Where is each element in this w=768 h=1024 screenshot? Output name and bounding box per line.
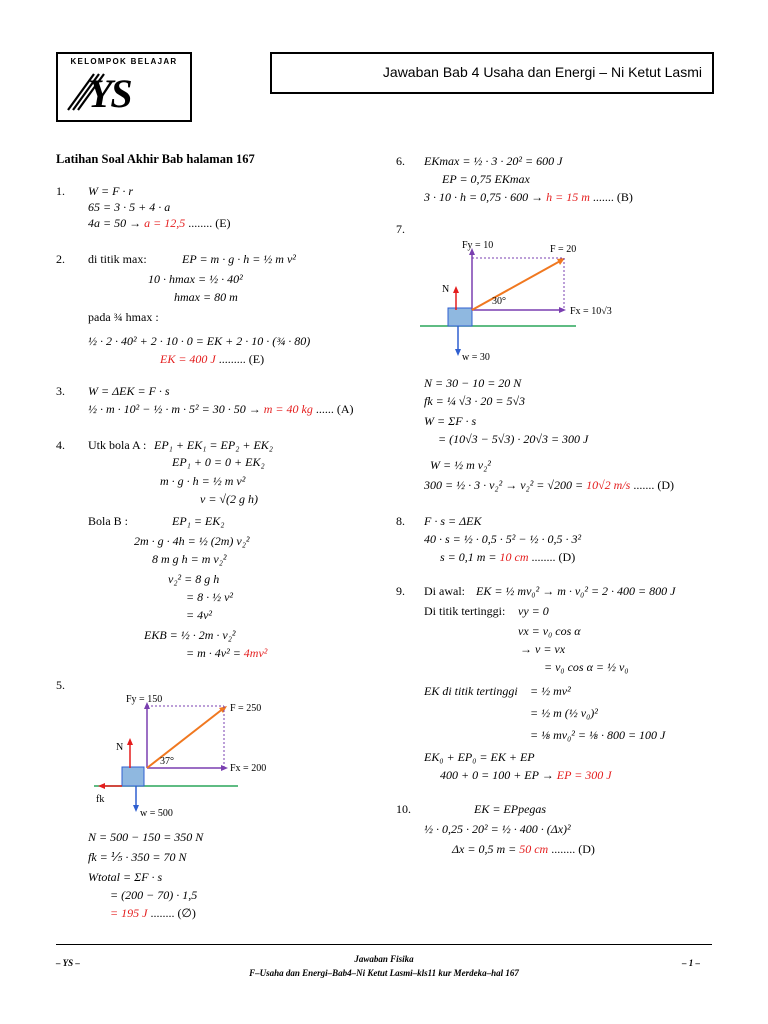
q9-line7: = ½ m (½ v₀)² [530, 706, 598, 720]
q5-angle-label: 37° [160, 756, 174, 767]
q4-number: 4. [56, 438, 65, 452]
q7-angle-label: 30° [492, 296, 506, 307]
q3-line1: W = ΔEK = F · s [88, 384, 170, 398]
section-heading: Latihan Soal Akhir Bab halaman 167 [56, 152, 255, 166]
w-arrowhead-icon [133, 805, 139, 812]
q9-line9: EK₀ + EP₀ = EK + EP [424, 750, 535, 764]
q2-line2: 10 · hmax = ½ · 40² [148, 272, 243, 286]
title-box [270, 52, 714, 94]
q5-force-diagram [86, 690, 267, 820]
page-title: Jawaban Bab 4 Usaha dan Energi – Ni Ketut Lasmi [382, 64, 702, 80]
footer-title: Jawaban Fisika [354, 954, 414, 964]
q9-line1: EK = ½ mv₀² → m · v₀² = 2 · 400 = 800 J [476, 584, 676, 598]
q7-n-label: N [442, 284, 450, 295]
q8-line3: s = 0,1 m = 10 cm ........ (D) [440, 550, 576, 564]
q6-line1: EKmax = ½ · 3 · 20² = 600 J [424, 154, 563, 168]
q7-line3: W = ΣF · s [424, 414, 477, 428]
q4-intro: Utk bola A : [88, 438, 147, 452]
f-vector [472, 260, 562, 310]
q10-number: 10. [396, 802, 411, 816]
q9-intro-b: Di titik tertinggi: [424, 604, 506, 618]
q7-force-diagram [416, 232, 626, 367]
footer-rule [56, 944, 712, 945]
page-number: – 1 – [682, 958, 700, 968]
q3-number: 3. [56, 384, 65, 398]
q4-line3: m · g · h = ½ m v² [160, 474, 246, 488]
q9-line10: 400 + 0 = 100 + EP → EP = 300 J [440, 768, 612, 782]
q4-line6: 2m · g · 4h = ½ (2m) v₂² [134, 534, 250, 548]
q6-number: 6. [396, 154, 405, 168]
q4-line4: v = √(2 g h) [200, 492, 259, 506]
q2-line3: hmax = 80 m [174, 290, 238, 304]
q9-intro-c: EK di titik tertinggi [424, 684, 518, 698]
q7-line2: fk = ¼ √3 · 20 = 5√3 [424, 394, 526, 408]
q4-line8: v₂² = 8 g h [168, 572, 220, 586]
q4-line9: = 8 · ½ v² [186, 590, 234, 604]
q4-line11: EKB = ½ · 2m · v₂² [144, 628, 236, 642]
q9-line5: = v₀ cos α = ½ v₀ [544, 660, 629, 674]
q9-line3: vx = v₀ cos α [518, 624, 581, 638]
q2-line1: EP = m · g · h = ½ m v² [182, 252, 296, 266]
q10-line2: ½ · 0,25 · 20² = ½ · 400 · (Δx)² [424, 822, 571, 836]
q4-intro-b: Bola B : [88, 514, 129, 528]
block [122, 767, 144, 786]
q9-intro: Di awal: [424, 584, 465, 598]
q1-number: 1. [56, 184, 65, 198]
q1-line2: 65 = 3 · 5 + 4 · a [88, 200, 171, 214]
q4-line7: 8 m g h = m v₂² [152, 552, 227, 566]
f-vector [147, 708, 224, 768]
n-arrowhead-icon [127, 738, 133, 745]
q5-fk-label: fk [96, 794, 105, 805]
q5-line4: = (200 − 70) · 1,5 [110, 888, 198, 902]
q2-number: 2. [56, 252, 65, 266]
q1-line1: W = F · r [88, 184, 134, 198]
q4-line10: = 4v² [186, 608, 213, 622]
q4-line5: EP₁ = EK₂ [172, 514, 225, 528]
q7-w-label: w = 30 [462, 352, 490, 363]
q5-w-label: w = 500 [140, 808, 173, 819]
q7-f-label: F = 20 [550, 244, 577, 255]
q5-line1: N = 500 − 150 = 350 N [88, 830, 204, 844]
q5-number: 5. [56, 678, 65, 692]
q5-line5: = 195 J ........ (∅) [110, 906, 196, 920]
footer-left: – YS – [56, 958, 80, 968]
q2-line6: EK = 400 J ......... (E) [160, 352, 265, 366]
q1-line3: 4a = 50 → a = 12,5 ........ (E) [88, 216, 231, 230]
footer-subtitle: F–Usaha dan Energi–Bab4–Ni Ketut Lasmi–kls11 kur Merdeka–hal 167 [249, 968, 519, 978]
q9-line8: = ⅛ mv₀² = ⅛ · 800 = 100 J [530, 728, 666, 742]
q4-line12: = m · 4v² = 4mv² [186, 646, 268, 660]
q7-line6: 300 = ½ · 3 · v₂² → v₂² = √200 = 10√2 m/s ....... (D) [424, 478, 675, 492]
q7-line4: = (10√3 − 5√3) · 20√3 = 300 J [438, 432, 589, 446]
q5-f-label: F = 250 [230, 703, 262, 714]
q9-line6: = ½ mv² [530, 684, 571, 698]
q5-line3: Wtotal = ΣF · s [88, 870, 163, 884]
q5-fy-label: Fy = 150 [126, 694, 163, 705]
q10-line1: EK = EPpegas [474, 802, 547, 816]
logo-top-text: KELOMPOK BELAJAR [70, 57, 178, 66]
q5-n-label: N [116, 742, 124, 753]
q6-line2: EP = 0,75 EKmax [442, 172, 530, 186]
q2-line4: pada ¾ hmax : [88, 310, 159, 324]
fx-arrowhead-icon [559, 307, 566, 313]
q5-line2: fk = ⅕ · 350 = 70 N [88, 850, 187, 864]
w-arrowhead-icon [455, 349, 461, 356]
fk-arrowhead-icon [98, 783, 105, 789]
logo-mark: YS [88, 71, 131, 116]
q6-line3: 3 · 10 · h = 0,75 · 600 → h = 15 m ....... (B) [424, 190, 633, 204]
q3-line2: ½ · m · 10² − ½ · m · 5² = 30 · 50 → m = 40 kg ...... (A) [88, 402, 354, 416]
q7-line5: W = ½ m v₂² [430, 458, 491, 472]
q8-line1: F · s = ΔEK [424, 514, 482, 528]
q9-line2: vy = 0 [518, 604, 549, 618]
block [448, 308, 472, 326]
q4-line2: EP₁ + 0 = 0 + EK₂ [172, 455, 265, 469]
q7-fy-label: Fy = 10 [462, 240, 494, 251]
q4-line1: EP₁ + EK₁ = EP₂ + EK₂ [154, 438, 273, 452]
q8-line2: 40 · s = ½ · 0,5 · 5² − ½ · 0,5 · 3² [424, 532, 582, 546]
q7-line1: N = 30 − 10 = 20 N [424, 376, 522, 390]
logo [56, 52, 192, 122]
q7-fx-label: Fx = 10√3 [570, 306, 612, 317]
q8-number: 8. [396, 514, 405, 528]
n-arrowhead-icon [453, 286, 459, 293]
q10-line3: Δx = 0,5 m = 50 cm ........ (D) [452, 842, 595, 856]
q9-number: 9. [396, 584, 405, 598]
q7-number: 7. [396, 222, 405, 236]
q9-line4: → v = vx [520, 642, 566, 656]
q5-fx-label: Fx = 200 [230, 763, 267, 774]
q2-intro: di titik max: [88, 252, 147, 266]
q2-line5: ½ · 2 · 40² + 2 · 10 · 0 = EK + 2 · 10 · (¾ · 80) [88, 334, 311, 348]
